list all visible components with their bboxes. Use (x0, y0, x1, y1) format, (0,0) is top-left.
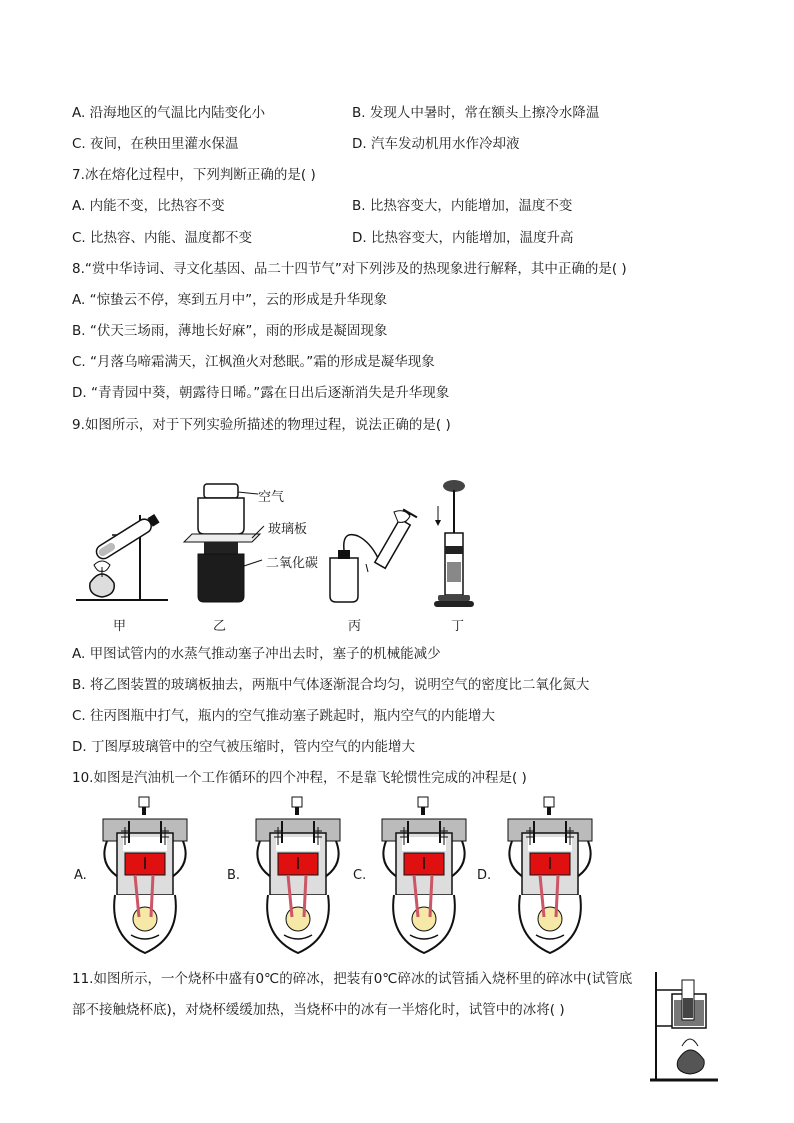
q9-figure-yi (180, 480, 270, 605)
q8-option-a: A. “惊蛰云不停，寒到五月中”，云的形成是升华现象 (72, 292, 388, 308)
q10-engine-c (374, 797, 474, 957)
q9-label-jia: 甲 (113, 619, 127, 634)
q9-figure-ding (430, 478, 480, 613)
q10-label-b: B. (227, 868, 241, 883)
q7-option-c: C. 比热容、内能、温度都不变 (72, 230, 253, 246)
q9-label-co2: 二氧化碳 (266, 556, 319, 571)
q10-engine-b (248, 797, 348, 957)
q6-option-a: A. 沿海地区的气温比内陆变化小 (72, 105, 266, 121)
q10-label-c: C. (353, 868, 367, 883)
q7-stem: 7.冰在熔化过程中，下列判断正确的是( ) (72, 167, 316, 183)
q8-option-d: D. “青青园中葵，朝露待日晞。”露在日出后逐渐消失是升华现象 (72, 385, 450, 401)
q11-line-1: 11.如图所示，一个烧杯中盛有0℃的碎冰，把装有0℃碎冰的试管插入烧杯里的碎冰中(试管底 (72, 971, 633, 987)
q10-label-a: A. (74, 868, 87, 883)
q8-option-c: C. “月落乌啼霜满天，江枫渔火对愁眠。”霜的形成是凝华现象 (72, 354, 435, 370)
q10-engine-a (95, 797, 195, 957)
q9-option-a: A. 甲图试管内的水蒸气推动塞子冲出去时，塞子的机械能减少 (72, 646, 441, 662)
q10-stem: 10.如图是汽油机一个工作循环的四个冲程，不是靠飞轮惯性完成的冲程是( ) (72, 770, 527, 786)
q11-figure-beaker-setup (648, 968, 728, 1086)
q9-option-c: C. 往丙图瓶中打气，瓶内的空气推动塞子跳起时，瓶内空气的内能增大 (72, 708, 496, 724)
q6-option-b: B. 发现人中暑时，常在额头上擦冷水降温 (352, 105, 600, 121)
q7-option-b: B. 比热容变大，内能增加，温度不变 (352, 198, 573, 214)
q9-stem: 9.如图所示，对于下列实验所描述的物理过程，说法正确的是( ) (72, 417, 451, 433)
q10-label-d: D. (477, 868, 492, 883)
q9-option-b: B. 将乙图装置的玻璃板抽去，两瓶中气体逐渐混合均匀，说明空气的密度比二氧化氮大 (72, 677, 590, 693)
q9-label-bing: 丙 (348, 619, 362, 634)
q8-option-b: B. “伏天三场雨，薄地长好麻”，雨的形成是凝固现象 (72, 323, 388, 339)
q10-engine-d (500, 797, 600, 957)
q9-label-ding: 丁 (451, 619, 465, 634)
q6-option-d: D. 汽车发动机用水作冷却液 (352, 136, 520, 152)
q7-option-a: A. 内能不变，比热容不变 (72, 198, 225, 214)
q9-figure-bing (318, 508, 418, 604)
q6-option-c: C. 夜间，在秧田里灌水保温 (72, 136, 239, 152)
q9-label-glass: 玻璃板 (268, 522, 308, 537)
q9-figure-jia (72, 505, 182, 605)
q9-label-yi: 乙 (213, 619, 227, 634)
q11-line-2: 部不接触烧杯底)，对烧杯缓缓加热，当烧杯中的冰有一半熔化时，试管中的冰将( ) (72, 1002, 565, 1018)
q8-stem: 8.“赏中华诗词、寻文化基因、品二十四节气”对下列涉及的热现象进行解释，其中正确的是( ) (72, 261, 627, 277)
q7-option-d: D. 比热容变大，内能增加，温度升高 (352, 230, 574, 246)
q9-option-d: D. 丁图厚玻璃管中的空气被压缩时，管内空气的内能增大 (72, 739, 415, 755)
q9-label-air: 空气 (258, 490, 285, 505)
